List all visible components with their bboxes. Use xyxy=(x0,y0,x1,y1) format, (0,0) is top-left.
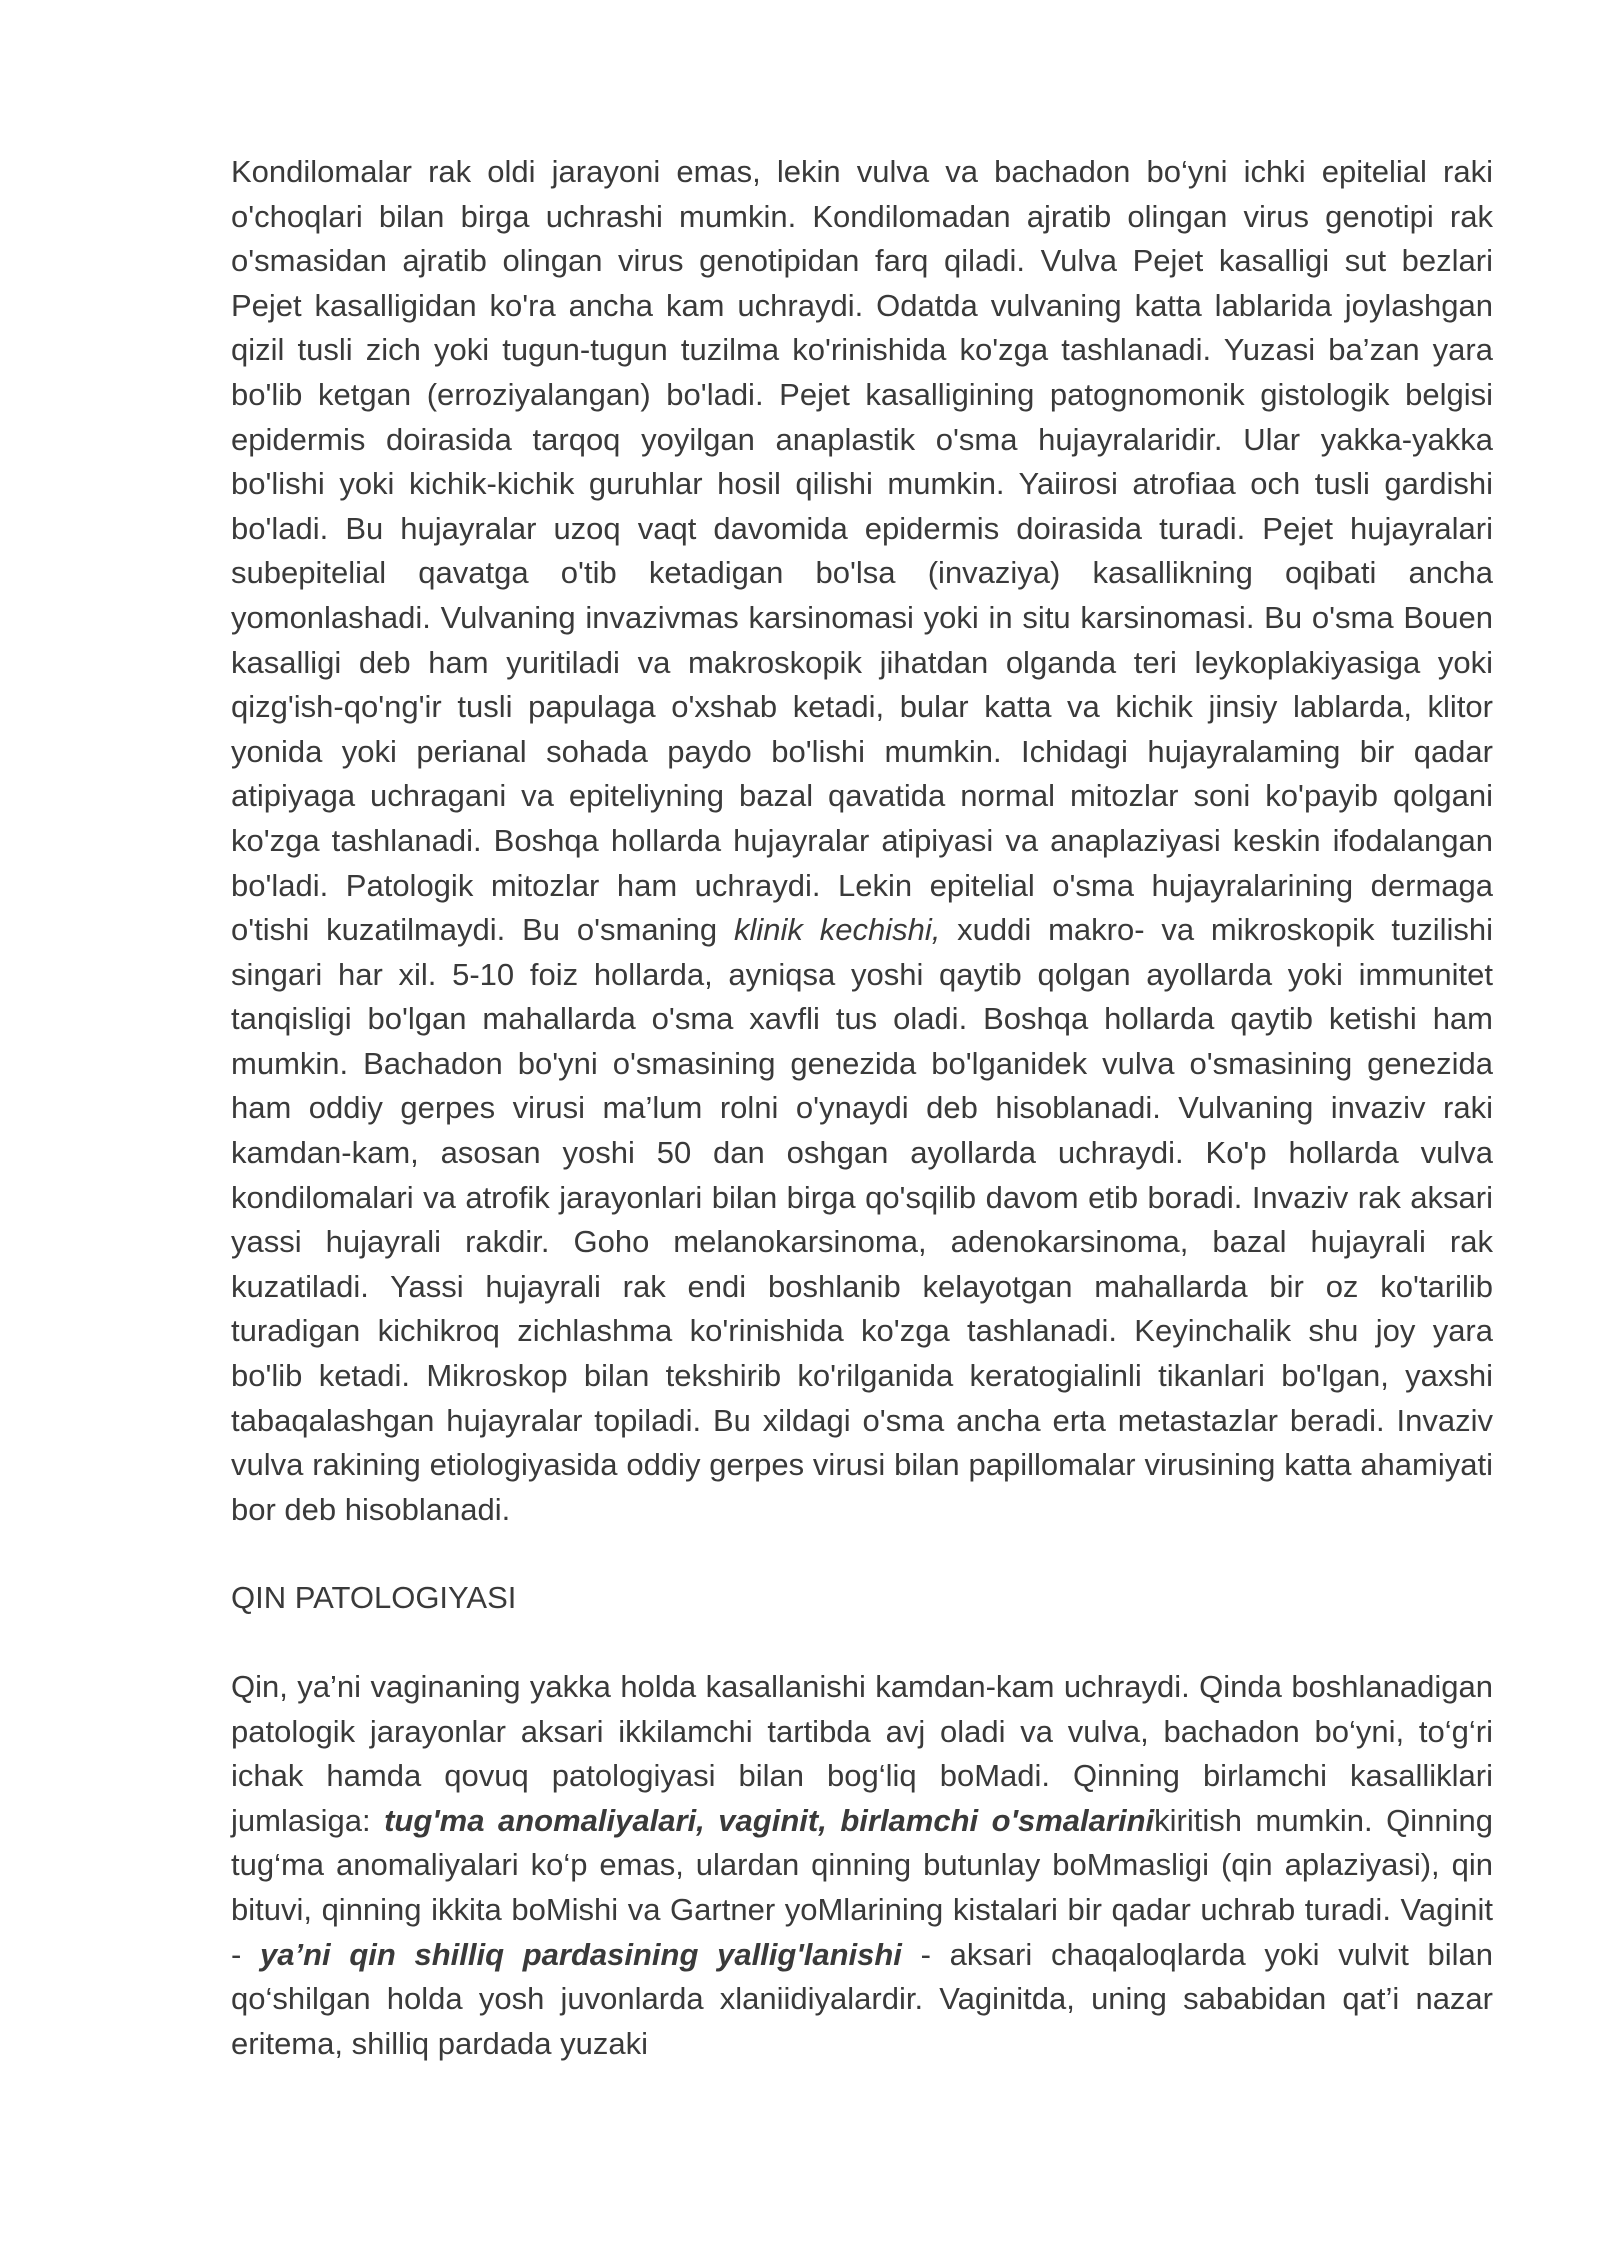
paragraph-vulva-text-1: Kondilomalar rak oldi jarayoni emas, lekin vulva va bachadon bo‘yni ichki epitelial raki o'choqlari bilan birga uchrashi mumkin. Kondilomadan ajratib olingan virus genotipi rak o'smasidan ajratib olingan virus genotipidan farq qiladi. Vulva Pejet kasalligi sut bezlari Pejet kasalligidan ko'ra ancha kam uchraydi. Odatda vulvaning katta lablarida joylashgan qizil tusli zich yoki tugun-tugun tuzilma ko'rinishida ko'zga tashlanadi. Yuzasi ba’zan yara bo'lib ketgan (erroziyalangan) bo'ladi. Pejet kasalligining patognomonik gistologik belgisi epidermis doirasida tarqoq yoyilgan anaplastik o'sma hujayralaridir. Ular yakka-yakka bo'lishi yoki kichik-kichik guruhlar hosil qilishi mumkin. Yaiirosi atrofiaa och tusli gardishi bo'ladi. Bu hujayralar uzoq vaqt davomida epidermis doirasida turadi. Pejet hujayralari subepitelial qavatga o'tib ketadigan bo'lsa (invaziya) kasallikning oqibati ancha yomonlashadi. Vulvaning invazivmas karsinomasi yoki in situ karsinomasi. Bu o'sma Bouen kasalligi deb ham yuritiladi va makroskopik jihatdan olganda teri leykoplakiyasiga yoki qizg'ish-qo'ng'ir tusli papulaga o'xshab ketadi, bular katta va kichik jinsiy lablarda, klitor yonida yoki perianal sohada paydo bo'lishi mumkin. Ichidagi hujayralaming bir qadar atipiyaga uchragani va epiteliyning bazal qavatida normal mitozlar soni ko'payib qolgani ko'zga tashlanadi. Boshqa hollarda hujayralar atipiyasi va anaplaziyasi keskin ifodalangan bo'ladi. Patologik mitozlar ham uchraydi. Lekin epitelial o'sma hujayralarining dermaga o'tishi kuzatilmaydi. Bu o'smaning xyxy=(231,154,1493,948)
section-heading: QIN PATOLOGIYASI xyxy=(231,1580,517,1616)
paragraph-vulva xyxy=(231,150,1493,1532)
paragraph-qin-text-2: kiritish mumkin. Qinning tug‘ma anomaliyalari ko‘p emas, ulardan qinning butunlay boMmasligi (qin aplaziyasi), qin bituvi, qinning ikkita boMishi va Gartner yoMlarining kistalari bir qadar uchrab turadi. Vaginit - xyxy=(231,1802,1493,1972)
paragraph-qin-bold-2: ya’ni qin shilliq pardasining yallig'lanishi xyxy=(260,1936,902,1972)
paragraph-qin xyxy=(231,1665,1493,2066)
paragraph-qin-text-3: - aksari chaqaloqlarda yoki vulvit bilan qo‘shilgan holda yosh juvonlarda xlaniidiyalardir. Vaginitda, uning sababidan qat’i nazar eritema, shilliq pardada yuzaki xyxy=(231,1936,1493,2061)
paragraph-vulva-italic: klinik kechishi, xyxy=(733,912,941,948)
paragraph-vulva-text-2: xuddi makro- va mikroskopik tuzilishi singari har xil. 5-10 foiz hollarda, ayniqsa yoshi qaytib qolgan ayollarda yoki immunitet tanqisligi bo'lgan mahallarda o'sma xavfli tus oladi. Boshqa hollarda qaytib ketishi ham mumkin. Bachadon bo'yni o'smasining genezida bo'lganidek vulva o'smasining genezida ham oddiy gerpes virusi ma’lum rolni o'ynaydi deb hisoblanadi. Vulvaning invaziv raki kamdan-kam, asosan yoshi 50 dan oshgan ayollarda uchraydi. Ko'p hollarda vulva kondilomalari va atrofik jarayonlari bilan birga qo'sqilib davom etib boradi. Invaziv rak aksari yassi hujayrali rakdir. Goho melanokarsinoma, adenokarsinoma, bazal hujayrali rak kuzatiladi. Yassi hujayrali rak endi boshlanib kelayotgan mahallarda bir oz ko'tarilib turadigan kichikroq zichlashma ko'rinishida ko'zga tashlanadi. Keyinchalik shu joy yara bo'lib ketadi. Mikroskop bilan tekshirib ko'rilganida keratogialinli tikanlari bo'lgan, yaxshi tabaqalashgan hujayralar topiladi. Bu xildagi o'sma ancha erta metastazlar beradi. Invaziv vulva rakining etiologiyasida oddiy gerpes virusi bilan papillomalar virusining katta ahamiyati bor deb hisoblanadi. xyxy=(231,912,1494,1527)
document-page xyxy=(231,150,1493,2066)
paragraph-qin-text-1: Qin, ya’ni vaginaning yakka holda kasallanishi kamdan-kam uchraydi. Qinda boshlanadigan patologik jarayonlar aksari ikkilamchi tartibda avj oladi va vulva, bachadon bo‘yni, to‘g‘ri ichak hamda qovuq patologiyasi bilan bog‘liq boMadi. Qinning birlamchi kasalliklari jumlasiga: xyxy=(231,1669,1493,1838)
paragraph-qin-bold-1: tug'ma anomaliyalari, vaginit, birlamchi o'smalarini xyxy=(384,1802,1155,1838)
